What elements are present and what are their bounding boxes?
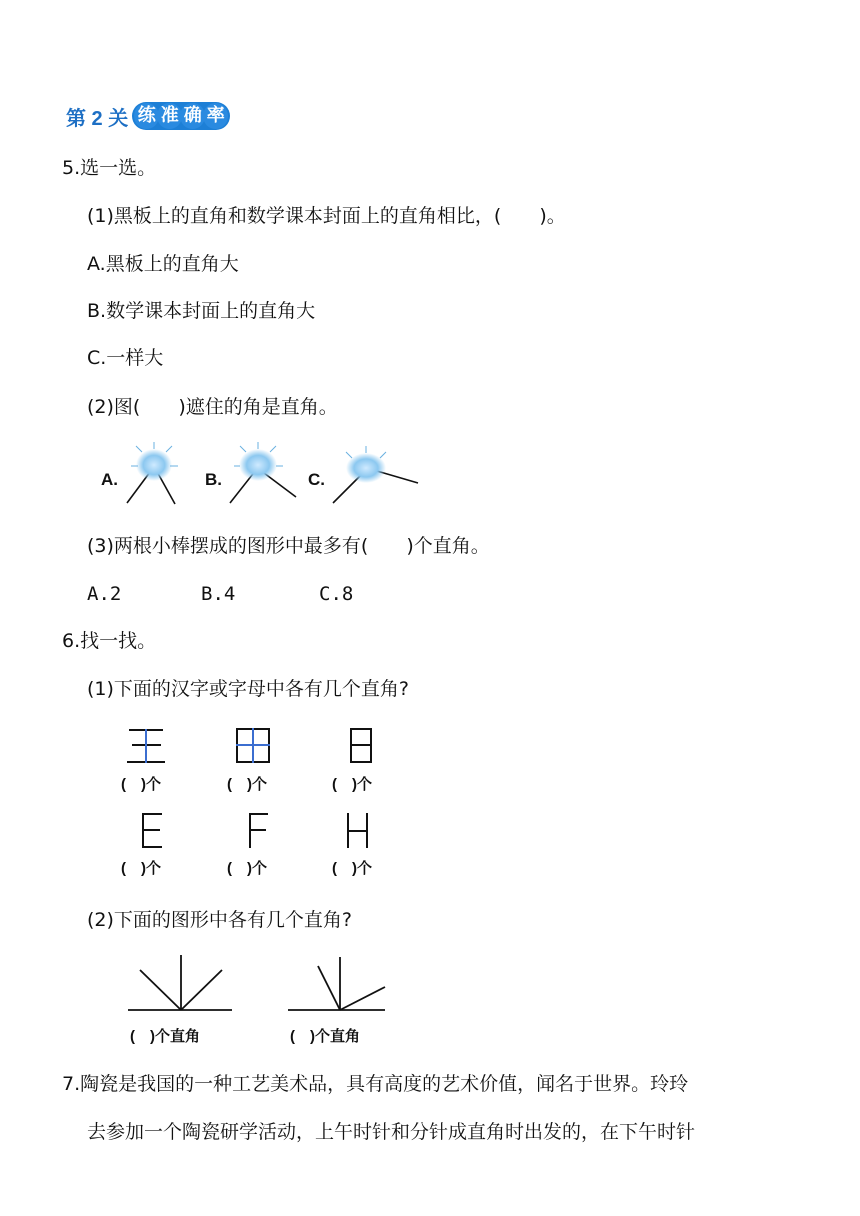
q5-p3-option-c: C.8 bbox=[319, 583, 354, 605]
q5-p1-option-a: A.黑板上的直角大 bbox=[87, 253, 239, 275]
answer-blank-ray-1[interactable]: ( )个直角 bbox=[130, 1028, 200, 1045]
q5-title: 5.选一选。 bbox=[62, 157, 157, 179]
answer-blank-ri[interactable]: ( )个 bbox=[332, 776, 372, 793]
q5-p3-text: (3)两根小棒摆成的图形中最多有( )个直角。 bbox=[87, 535, 490, 557]
answer-blank-e[interactable]: ( )个 bbox=[121, 860, 161, 877]
banner-char: 确 bbox=[180, 103, 205, 129]
ray-figure-2 bbox=[288, 957, 385, 1010]
answer-blank-ray-2[interactable]: ( )个直角 bbox=[290, 1028, 360, 1045]
q5-p2-text: (2)图( )遮住的角是直角。 bbox=[87, 396, 338, 418]
answer-blank-f[interactable]: ( )个 bbox=[227, 860, 267, 877]
banner-level: 第 2 关 bbox=[66, 107, 129, 130]
q6-p2-text: (2)下面的图形中各有几个直角? bbox=[87, 909, 352, 931]
banner-char: 准 bbox=[157, 103, 182, 129]
q7-line-1: 7.陶瓷是我国的一种工艺美术品，具有高度的艺术价值，闻名于世界。玲玲 bbox=[62, 1073, 689, 1095]
q5-p1-text: (1)黑板上的直角和数学课本封面上的直角相比，( )。 bbox=[87, 205, 566, 227]
figure-label-b: B. bbox=[205, 470, 222, 489]
answer-blank-h[interactable]: ( )个 bbox=[332, 860, 372, 877]
answer-blank-tian[interactable]: ( )个 bbox=[227, 776, 267, 793]
q5-p1-option-b: B.数学课本封面上的直角大 bbox=[87, 300, 316, 322]
q6-p1-text: (1)下面的汉字或字母中各有几个直角? bbox=[87, 678, 409, 700]
banner-char: 练 bbox=[134, 103, 159, 129]
q5-p3-option-a: A.2 bbox=[87, 583, 122, 605]
ray-figure-1 bbox=[128, 955, 232, 1010]
answer-blank-wang[interactable]: ( )个 bbox=[121, 776, 161, 793]
figure-label-c: C. bbox=[308, 470, 325, 489]
q6-title: 6.找一找。 bbox=[62, 630, 157, 652]
banner-char: 率 bbox=[203, 103, 228, 129]
q5-p3-option-b: B.4 bbox=[201, 583, 236, 605]
q5-p1-option-c: C.一样大 bbox=[87, 347, 164, 369]
q7-line-2: 去参加一个陶瓷研学活动，上午时针和分针成直角时出发的，在下午时针 bbox=[87, 1121, 696, 1143]
figure-label-a: A. bbox=[101, 470, 118, 489]
